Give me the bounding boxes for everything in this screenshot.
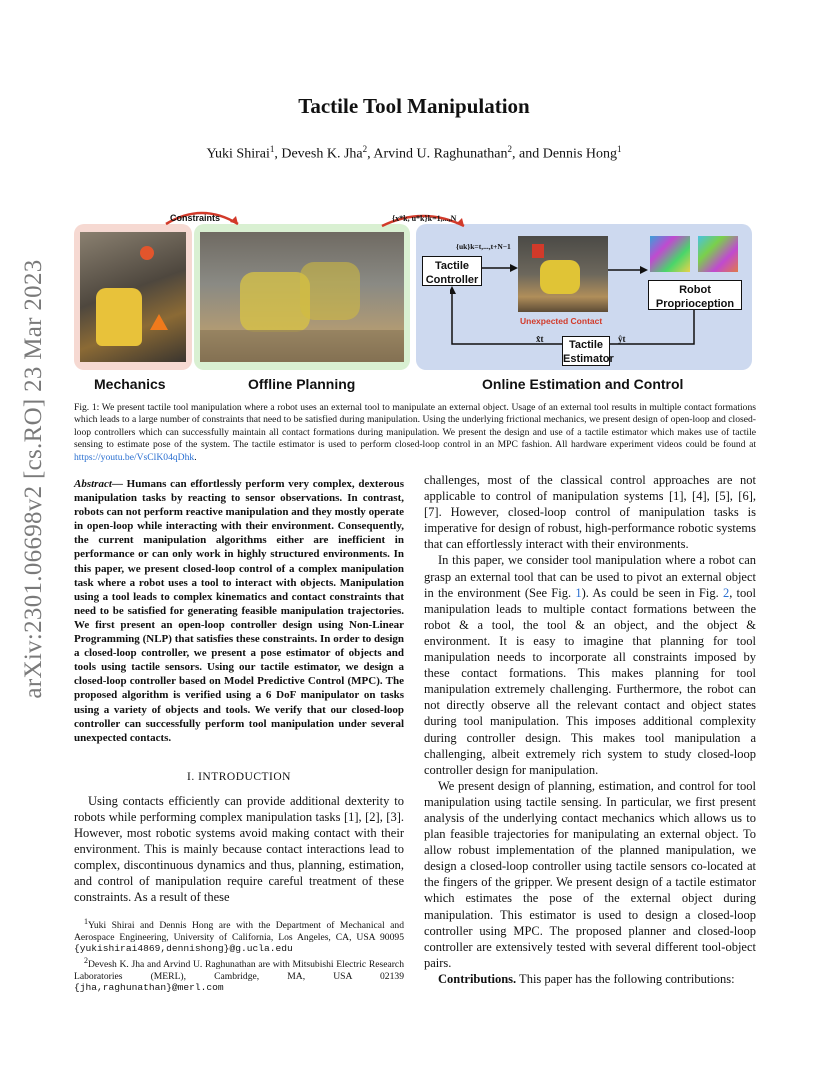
robot-proprioception-box: Robot Proprioception — [648, 280, 742, 310]
abstract-text: — Humans can effortlessly perform very complex, dexterous manipulation tasks by reacting to sensor observations. In contrast, robots can not perform reactive manipulation and they mostly operate in open-loop while interacting with their environment. Consequently, the current manipulation algorithms either are inefficient in performance or can only work in highly structured environments. In this paper, we present closed-loop control of a complex manipulation task where a robot uses a tool to interact with objects. Manipulation using a tool leads to complex kinematics and contact constraints that need to be satisfied for generating feasible manipulation trajectories. We first present an open-loop controller design using Non-Linear Programming (NLP) that satisfies these constraints. In order to design a closed-loop controller, we present a pose estimator of objects and tools using tactile sensors. Using our tactile estimator, we design a closed-loop controller based on Model Predictive Control (MPC). The proposed algorithm is verified using a 6 DoF manipulator on tasks using a variety of objects and tools. We verify that our closed-loop controller can successfully perform tool manipulation under several unexpected contacts. — [74, 478, 404, 744]
section-heading-introduction: I. INTRODUCTION — [187, 771, 291, 783]
fig-2-ref[interactable]: 2 — [722, 585, 730, 600]
footnote-1-text: Yuki Shirai and Dennis Hong are with the Department of Mechanical and Aerospace Engineering, University of California, Los Angeles, CA, USA 90095 — [74, 920, 404, 943]
mechanics-label: Mechanics — [94, 376, 166, 392]
xhat-label: x̂t — [536, 334, 544, 344]
trajectory-label — [392, 214, 456, 223]
author-affiliation: 1 — [269, 144, 275, 154]
tactile-controller-box: Tactile Controller — [422, 256, 482, 286]
offline-planning-label: Offline Planning — [248, 376, 356, 392]
paragraph-text: , tool manipulation leads to multiple contact formations between the robot & a tool, the tool & an object, and the object & environment. It is easy to imagine that planning for tool manipulation needs to incorporate all constraints imposed by these contact formations. This makes planning for tool manipulation extremely challenging. Furthermore, the robot can not directly observe all the relevant contact and object states during tool manipulation. This imposes additional complexity during controller design. This makes tool manipulation a challenging, albeit extremely rich system to study closed-loop controller design for manipulation. — [424, 585, 756, 777]
online-estimation-label: Online Estimation and Control — [482, 376, 684, 392]
constraints-label: Constraints — [170, 213, 221, 223]
arxiv-stamp-text: arXiv:2301.06698v2 [cs.RO] 23 Mar 2023 — [20, 259, 47, 699]
abstract — [74, 477, 404, 745]
paragraph-text: ). As could be seen in Fig. — [581, 585, 723, 600]
author-name: Devesh K. Jha — [281, 146, 363, 162]
author-name: Arvind U. Raghunathan — [373, 146, 508, 162]
paragraph: challenges, most of the classical control approaches are not applicable to control of manipulation systems [1], [4], [5], [6], [7]. However, closed-loop control of manipulation tasks is imperative for design of robust, high-performance robotic systems that can effortlessly interact with their environments. — [424, 473, 756, 552]
trajectory-label-text: {x*k, u*k}k=1,...,N — [392, 214, 457, 223]
abstract-label: Abstract — [74, 478, 112, 490]
arxiv-stamp — [14, 259, 54, 699]
right-column — [424, 472, 756, 987]
uk-label: {uk}k=t,...,t+N−1 — [456, 242, 511, 251]
mechanics-photo — [80, 232, 186, 362]
contributions-label: Contributions. — [438, 971, 517, 986]
figure-1 — [72, 200, 758, 396]
tactile-estimator-box: Tactile Estimator — [562, 336, 610, 366]
author-affiliation: 1 — [617, 144, 622, 154]
footnote-1: $^1$Yuki Shirai and Dennis Hong are with the Department of Mechanical and Aerospace Engineering, University of California, Los Angeles, CA, USA 90095 {yukishirai4869,dennishong}@g.ucla.edu — [74, 917, 404, 955]
intro-paragraph: Using contacts efficiently can provide additional dexterity to robots while performing complex manipulation tasks [1], [2], [3]. However, most robotic systems avoid making contact with their environment. This is mainly because contact interactions lead to complex, discontinuous dynamics and thus, planning, estimation, and control of manipulation require careful treatment of these constraints. As a result of these — [74, 794, 404, 904]
footnote-2-email: {jha,raghunathan}@merl.com — [74, 982, 224, 994]
paper-title: Tactile Tool Manipulation — [298, 94, 530, 118]
tactile-images — [650, 236, 742, 274]
footnote-1-email: {yukishirai4869,dennishong}@g.ucla.edu — [74, 943, 293, 955]
contributions-text: This paper has the following contributions: — [516, 971, 735, 986]
paragraph-text: In this paper, we consider tool manipulation where a robot can grasp an external tool that can be used to pivot an external object in the environment (See Fig. — [424, 553, 756, 600]
author-affiliation: 2 — [362, 144, 368, 154]
paragraph — [424, 971, 756, 987]
author-name: Yuki Shirai — [206, 146, 270, 162]
footnote-2-text: Devesh K. Jha and Arvind U. Raghunathan are with Mitsubishi Electric Research Laboratories (MERL), Cambridge, MA, USA 02139 — [74, 959, 404, 982]
paragraph: We present design of planning, estimation, and control for tool manipulation using tactile sensing. In particular, we first present analysis of the underlying contact mechanics which allows us to plan feasible trajectories for manipulating an external object. To allow robust implementation of the planned manipulation, we design a closed-loop controller using tactile sensors co-located at the fingers of the gripper. We present design of a tactile estimator which estimates the pose of the external object during manipulation. This estimator is used to design a closed-loop controller using MPC. The proposed planner and closed-loop controller are extensively tested with several different tool-object pairs. — [424, 778, 756, 970]
offline-photo — [200, 232, 404, 362]
paragraph — [424, 552, 756, 777]
robot-to-proprioception-arrow — [608, 264, 648, 276]
footnotes — [74, 916, 404, 994]
caption-end: . — [194, 451, 197, 463]
footnote-2: $^2$Devesh K. Jha and Arvind U. Raghunathan are with Mitsubishi Electric Research Laboratories (MERL), Cambridge, MA, USA 02139 {jha,raghunathan}@merl.com — [74, 955, 404, 994]
video-link[interactable]: https://youtu.be/VsClK04qDhk — [74, 451, 195, 463]
caption-text: Fig. 1: We present tactile tool manipulation where a robot uses an external tool to manipulate an external object. Usage of an external tool results in multiple contact formations which leads to a large number of constraints that need to be satisfied during manipulation. Using the underlying frictional mechanics, we present design of open-loop and closed-loop controllers which can successfully maintain all contact formations during manipulation. We present the design and use of a tactile estimator which makes use of tactile sensing to estimate pose of the system. The tactile estimator is used to perform closed-loop control in an MPC fashion. All hardware experiment videos could be found at — [74, 402, 756, 451]
author-list: Yuki Shirai$^1$, Devesh K. Jha$^2$, Arvind U. Raghunathan$^2$, and Dennis Hong$^1$ — [206, 144, 622, 162]
unexpected-contact-label: Unexpected Contact — [520, 316, 603, 326]
author-name: Dennis Hong — [542, 146, 618, 162]
author-affiliation: 2 — [507, 144, 513, 154]
fig-1-ref[interactable]: 1 — [575, 585, 582, 600]
figure-caption — [74, 402, 756, 464]
controller-to-robot-arrow — [482, 262, 518, 274]
yhat-label: ŷt — [618, 334, 626, 344]
